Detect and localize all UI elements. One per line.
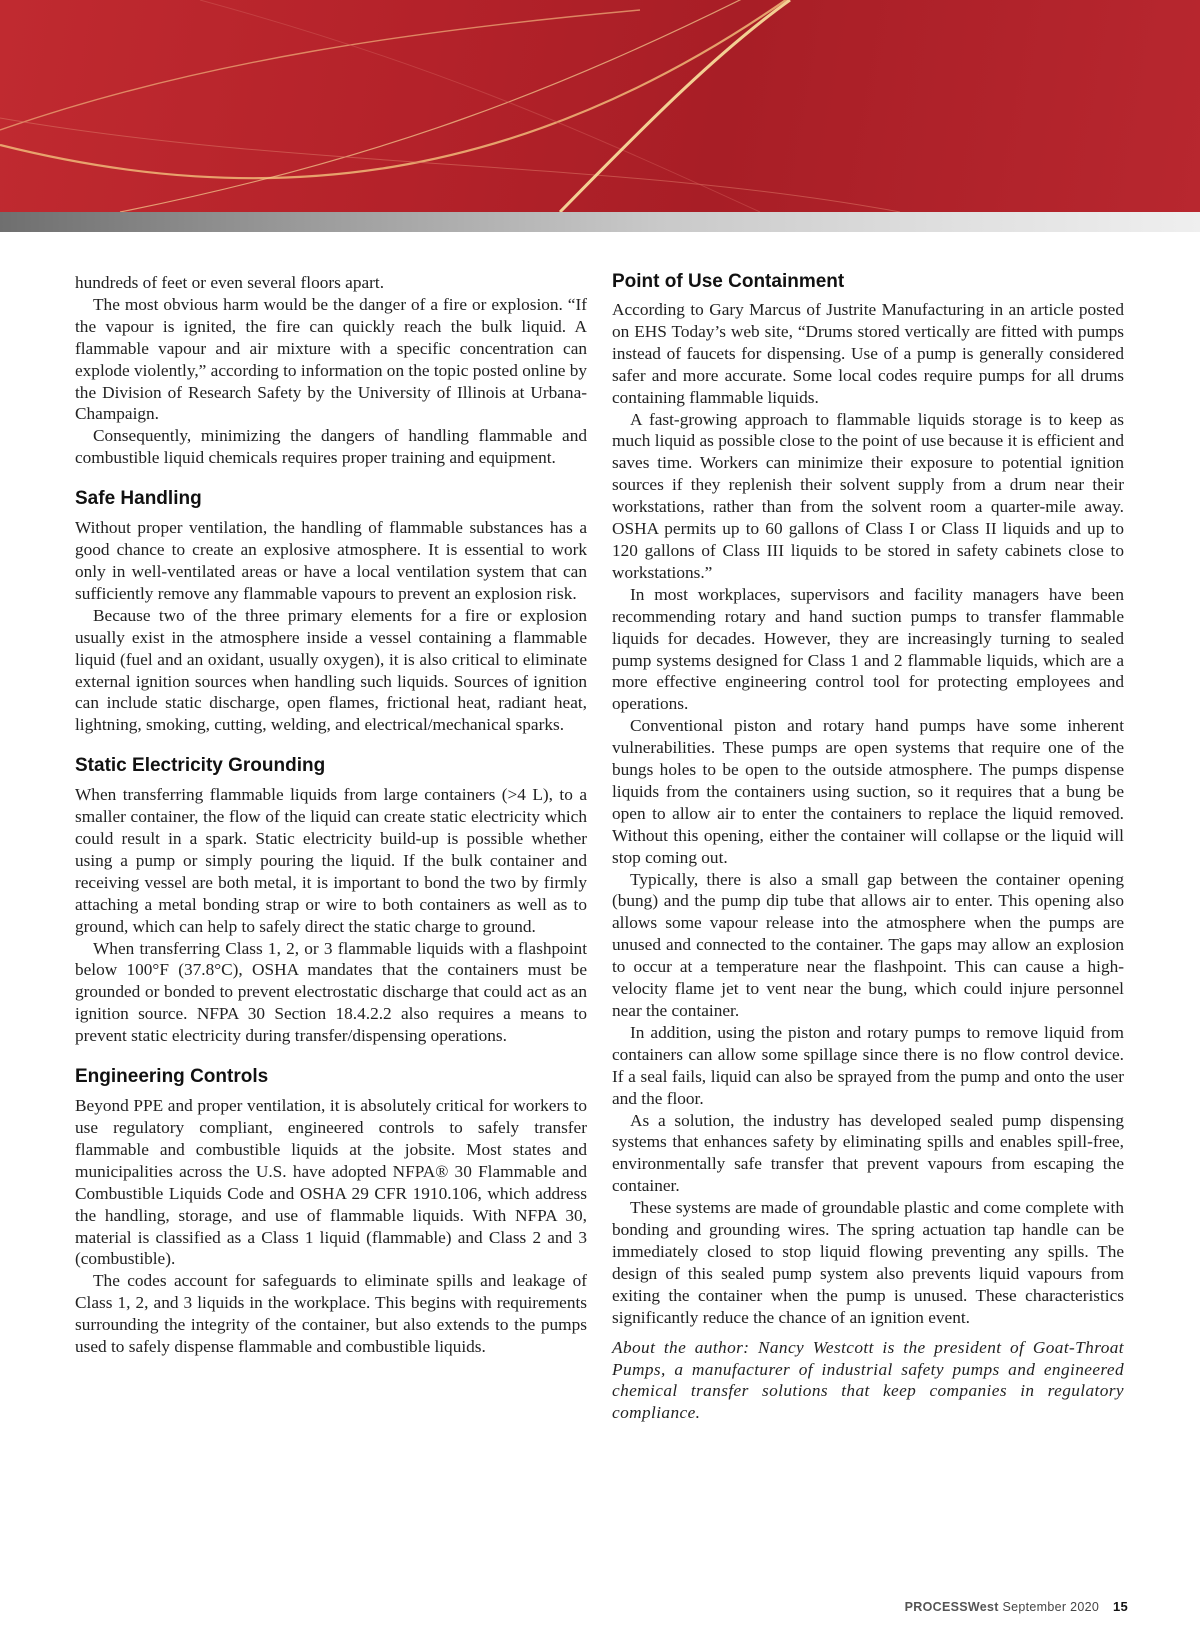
engineering-controls-paragraph-1: Beyond PPE and proper ventilation, it is absolutely critical for workers to use regulatory compliant, engineered controls to safely transfer flammable and combustible liquids at the jobsite. Most states and municipalities across the U.S. have adopted NFPA® 30 Flammable and Combustible Liquids Code and OSHA 29 CFR 1910.106, which address the handling, storage, and use of flammable liquids. With NFPA 30, material is classified as a Class 1 liquid (flammable) and Class 2 and 3 (combustible).	[75, 1096, 587, 1269]
header-banner	[0, 0, 1200, 212]
safe-handling-paragraph-1: Without proper ventilation, the handling of flammable substances has a good chance to create an explosive atmosphere. It is essential to work only in well-ventilated areas or have a local ventilation system that can sufficiently remove any flammable vapours to prevent an explosion risk.	[75, 518, 587, 603]
point-of-use-paragraph-3: In most workplaces, supervisors and facility managers have been recommending rotary and hand suction pumps to transfer flammable liquids for decades. However, they are increasingly turning to sealed pump systems designed for Class 1 and 2 flammable liquids, which are a more effective engineering control tool for protecting employees and operations.	[612, 584, 1124, 714]
static-grounding-paragraph-1: When transferring flammable liquids from large containers (>4 L), to a smaller container, the flow of the liquid can create static electricity which could result in a spark. Static electricity build-up is possible whether using a pump or simply pouring the liquid. If the bulk container and receiving vessel are both metal, it is important to bond the two by firmly attaching a metal bonding strap or wire to both containers as well as to ground, which can help to safely direct the static charge to ground.	[75, 785, 587, 936]
point-of-use-paragraph-1: According to Gary Marcus of Justrite Manufacturing in an article posted on EHS Today’s web site, “Drums stored vertically are fitted with pumps instead of faucets for dispensing. Use of a pump is generally considered safer and more accurate. Some local codes require pumps for all drums containing flammable liquids.	[612, 300, 1124, 407]
point-of-use-paragraph-5: Typically, there is also a small gap between the container opening (bung) and the pump dip tube that allows air to enter. This opening also allows some vapour release into the atmosphere when the pumps are unused and connected to the container. The gaps may allow an explosion to occur at a temperature near the flashpoint. This can cause a high-velocity flame jet to vent near the bung, which could injure personnel near the container.	[612, 869, 1124, 1020]
banner-gradient-stripe	[0, 212, 1200, 232]
static-grounding-heading: Static Electricity Grounding	[75, 755, 326, 777]
page-footer	[905, 1599, 1128, 1614]
point-of-use-paragraph-7: As a solution, the industry has developed sealed pump dispensing systems that enhances safety by eliminating spills and enables spill-free, environmentally safe transfer that prevent vapours from escaping the container.	[612, 1110, 1124, 1196]
footer-date: September 2020	[1002, 1600, 1100, 1614]
footer-publication: PROCESSWest	[904, 1600, 999, 1614]
safe-handling-heading: Safe Handling	[75, 488, 202, 510]
page-number: 15	[1112, 1599, 1128, 1614]
right-column	[612, 270, 1124, 1424]
point-of-use-paragraph-2: A fast-growing approach to flammable liquids storage is to keep as much liquid as possible close to the point of use because it is efficient and saves time. Workers can minimize their exposure to potential ignition sources if they replenish their solvent supply from a drum near their workstations, rather than from the solvent room a quarter-mile away. OSHA permits up to 60 gallons of Class I or Class II liquids and up to 120 gallons of Class III liquids to be stored in safety cabinets close to workstations.”	[612, 409, 1124, 582]
static-grounding-paragraph-2: When transferring Class 1, 2, or 3 flammable liquids with a flashpoint below 100°F (37.8°C), OSHA mandates that the containers must be grounded or bonded to prevent electrostatic discharge that could act as an ignition source. NFPA 30 Section 18.4.2.2 also requires a means to prevent static electricity during transfer/dispensing operations.	[75, 938, 587, 1046]
author-note: About the author: Nancy Westcott is the president of Goat-Throat Pumps, a manufacturer of industrial safety pumps and engineered chemical transfer solutions that keep companies in regulatory compliance.	[612, 1337, 1124, 1423]
intro-paragraph-1: hundreds of feet or even several floors apart.	[75, 273, 385, 292]
left-column	[75, 272, 587, 1358]
point-of-use-paragraph-8: These systems are made of groundable plastic and come complete with bonding and grounding wires. The spring actuation tap handle can be immediately closed to stop liquid flowing preventing any spills. The design of this sealed pump system also prevents liquid vapours from exiting the container when the pump is unused. These characteristics significantly reduce the chance of an ignition event.	[612, 1198, 1124, 1327]
engineering-controls-paragraph-2: The codes account for safeguards to eliminate spills and leakage of Class 1, 2, and 3 liquids in the workplace. This begins with requirements surrounding the integrity of the container, but also extends to the pumps used to safely dispense flammable and combustible liquids.	[75, 1271, 587, 1357]
point-of-use-heading: Point of Use Containment	[612, 271, 845, 292]
intro-paragraph-2: The most obvious harm would be the danger of a fire or explosion. “If the vapour is ignited, the fire can quickly reach the bulk liquid. A flammable vapour and air mixture with a specific concentration can explode violently,” according to information on the topic posted online by the Division of Research Safety by the University of Illinois at Urbana-Champaign.	[75, 294, 587, 424]
safe-handling-paragraph-2: Because two of the three primary elements for a fire or explosion usually exist in the atmosphere inside a vessel containing a flammable liquid (fuel and an oxidant, usually oxygen), it is also critical to eliminate external ignition sources when handling such liquids. Sources of ignition can include static discharge, open flames, frictional heat, radiant heat, lightning, smoking, cutting, welding, and electrical/mechanical sparks.	[75, 605, 587, 735]
intro-paragraph-3: Consequently, minimizing the dangers of handling flammable and combustible liquid chemicals requires proper training and equipment.	[75, 426, 587, 468]
point-of-use-paragraph-4: Conventional piston and rotary hand pumps have some inherent vulnerabilities. These pumps are open systems that require one of the bungs holes to be open to the outside atmosphere. The pumps dispense liquids from the containers using suction, so it requires that a bung be open to allow air to enter the containers to replace the liquid removed. Without this opening, either the container will collapse or the liquid will stop coming out.	[612, 716, 1124, 867]
engineering-controls-heading: Engineering Controls	[75, 1066, 269, 1088]
point-of-use-paragraph-6: In addition, using the piston and rotary pumps to remove liquid from containers can allow some spillage since there is no flow control device. If a seal fails, liquid can also be sprayed from the pump and onto the user and the floor.	[612, 1022, 1124, 1108]
banner-swoosh-lines	[0, 0, 1200, 212]
